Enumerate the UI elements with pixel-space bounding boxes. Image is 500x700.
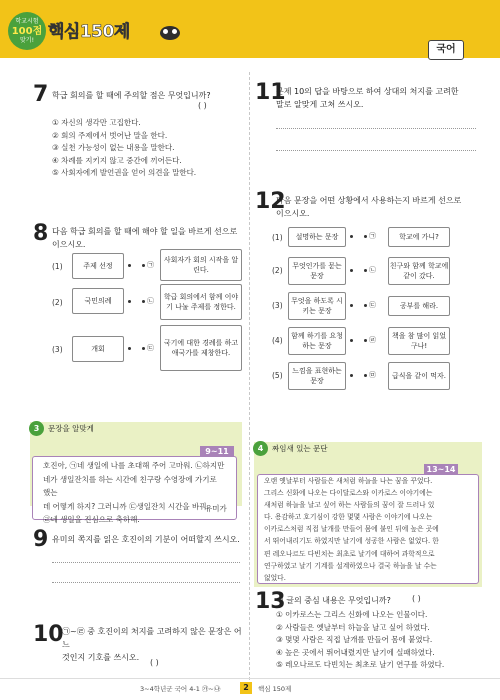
passage-line: 네가 생일잔치를 하는 시간에 친구랑 수영장에 가기로 했는 — [43, 474, 217, 497]
q8-row-num: (3) — [52, 345, 63, 354]
q8-row-num: (1) — [52, 262, 63, 271]
q10-text-line1: ㉠~㉣ 중 호진이의 처지를 고려하지 않은 문장은 어느 — [62, 627, 242, 649]
passage-line: 새처럼 하늘을 날고 싶어 하는 사람들의 꿈이 잘 드러나 있 — [264, 501, 435, 510]
q7-option[interactable]: ⑤ 사회자에게 발언권을 얻어 의견을 말한다. — [52, 168, 197, 177]
q7-option[interactable]: ② 회의 주제에서 벗어난 말을 한다. — [52, 130, 168, 140]
q12-text-line2: 이으시오. — [276, 209, 310, 218]
section4-header — [254, 442, 482, 455]
section3-tag: 9~11 — [200, 446, 234, 458]
footer-divider — [0, 678, 500, 679]
passage-line: 호진아, ㉠네 생일에 나를 초대해 주어 고마워. ㉡하지만 — [43, 461, 225, 470]
q7-option[interactable]: ④ 차례를 지키지 않고 중간에 끼어든다. — [52, 155, 182, 165]
q12-right-dot[interactable] — [364, 339, 367, 342]
badge-line2: 100점 — [11, 25, 43, 37]
q12-right-dot[interactable] — [364, 374, 367, 377]
q11-text-line2: 말로 알맞게 고쳐 쓰시오. — [276, 100, 364, 109]
section3-header — [30, 422, 242, 435]
q12-left-box[interactable]: 무엇을 하도록 시키는 문장 — [288, 292, 346, 320]
q8-left-box[interactable]: 주제 선정 — [72, 253, 124, 279]
passage-line: ㉣네 생일을 진심으로 축하해. — [43, 515, 140, 524]
passage-line: 데 어떻게 하지? 그러니까 ㉢생일잔치 시간을 바꿔. — [43, 501, 209, 511]
q7-text: 학급 회의를 할 때에 주의할 점은 무엇입니까? — [52, 91, 211, 100]
q13-answer-paren[interactable]: ( ) — [412, 594, 421, 603]
q10-answer-paren[interactable]: ( ) — [150, 658, 159, 667]
q8-row-num: (2) — [52, 298, 63, 307]
q12-right-box[interactable]: 친구와 함께 학교에 같이 갔다. — [388, 257, 450, 285]
mascot-icon — [160, 26, 180, 40]
passage-line: 다. 용감하고 호기심이 강한 몇몇 사람은 이야기에 나오는 — [264, 513, 433, 522]
q8-left-dot[interactable] — [128, 347, 131, 350]
page-title: 핵심150제 — [48, 22, 130, 42]
q12-left-dot[interactable] — [350, 339, 353, 342]
q7-option[interactable]: ① 자신의 생각만 고집한다. — [52, 118, 141, 127]
q13-options — [276, 609, 486, 672]
q8-circ-label: ㉢ — [147, 344, 154, 352]
q8-right-box[interactable]: 사회자가 회의 시작을 알린다. — [160, 249, 242, 281]
section3-label: 문장을 알맞게 — [48, 424, 94, 433]
section4-label: 짜임새 있는 문단 — [272, 444, 328, 453]
q12-right-box[interactable]: 학교에 가니? — [388, 227, 450, 247]
q8-left-text: 국민의례 — [84, 297, 112, 305]
q8-left-box[interactable] — [72, 288, 124, 314]
q12-left-box[interactable]: 함께 하기를 요청하는 문장 — [288, 327, 346, 355]
q9-number: 9 — [33, 527, 49, 552]
q10-text-line2: 것인지 기호를 쓰시오. — [62, 653, 140, 662]
q8-left-box[interactable]: 개회 — [72, 336, 124, 362]
section3-signature: 유미가 — [205, 504, 227, 513]
badge-line1: 학교시험 — [15, 17, 39, 25]
q12-right-dot[interactable] — [364, 269, 367, 272]
passage-line: 이카로스처럼 직접 날개를 만들어 몸에 붙인 뒤에 높은 곳에 — [264, 525, 439, 534]
q12-row-num: (5) — [272, 371, 283, 380]
q12-right-box[interactable]: 공부를 해라. — [388, 296, 450, 316]
q11-text — [276, 85, 481, 111]
q12-circ-label: ㉠ — [369, 232, 376, 240]
q11-answer-line[interactable] — [276, 128, 476, 129]
section4-passage — [257, 474, 479, 584]
q9-answer-line[interactable] — [52, 562, 240, 563]
q13-option[interactable]: ① 이카로스는 그리스 신화에 나오는 인물이다. — [276, 610, 428, 619]
section4-tag: 13~14 — [424, 464, 458, 476]
passage-line: 그리스 신화에 나오는 다이달로스와 이카로스 이야기에는 — [264, 489, 433, 498]
q8-circ-label: ㉠ — [147, 261, 154, 269]
q13-option[interactable]: ② 사람들은 옛날부터 하늘을 날고 싶어 하였다. — [276, 622, 430, 632]
q7-answer-paren[interactable]: ( ) — [198, 101, 207, 110]
passage-line: 오랜 옛날부터 사람들은 새처럼 하늘을 나는 꿈을 꾸었다. — [264, 477, 433, 485]
section4-number: 4 — [253, 441, 268, 456]
q11-text-line1: 문제 10의 답을 바탕으로 하여 상대의 처지를 고려한 — [276, 87, 459, 96]
q8-text-line1: 다음 학급 회의를 할 때에 해야 할 일을 바르게 선으로 — [52, 227, 238, 236]
q13-number: 13 — [255, 589, 286, 614]
q11-number: 11 — [255, 80, 286, 105]
q12-left-dot[interactable] — [350, 235, 353, 238]
q9-text: 유미의 쪽지를 읽은 호진이의 기분이 어떠할지 쓰시오. — [52, 535, 240, 544]
q7-number: 7 — [33, 82, 49, 107]
q13-text: 이 글의 중심 내용은 무엇입니까? — [276, 596, 391, 605]
q12-circ-label: ㉣ — [369, 336, 376, 344]
q13-option[interactable]: ③ 몇몇 사람은 직접 날개를 만들어 몸에 붙였다. — [276, 635, 433, 644]
page-number: 2 — [240, 682, 252, 694]
q8-right-dot[interactable] — [142, 347, 145, 350]
q12-circ-label: ㉢ — [369, 301, 376, 309]
q7-options — [52, 117, 242, 180]
footer-left: 3~4학년군 국어 4-1 ㉮~㉯ — [140, 685, 221, 693]
q12-left-box[interactable]: 느낌을 표현하는 문장 — [288, 362, 346, 390]
q8-number: 8 — [33, 221, 49, 246]
q12-left-dot[interactable] — [350, 304, 353, 307]
q12-row-num: (4) — [272, 336, 283, 345]
q7-option[interactable]: ③ 실천 가능성이 없는 내용을 말한다. — [52, 143, 175, 152]
section3-number: 3 — [29, 421, 44, 436]
q8-right-box[interactable]: 학급 회의에서 함께 이야기 나눌 주제를 정한다. — [160, 284, 242, 320]
q10-number: 10 — [33, 622, 64, 647]
q12-row-num: (2) — [272, 266, 283, 275]
q12-right-dot[interactable] — [364, 304, 367, 307]
q12-left-box[interactable]: 무엇인가를 묻는 문장 — [288, 257, 346, 285]
passage-line: 없었다. — [264, 573, 286, 582]
q9-answer-line[interactable] — [52, 582, 240, 583]
passage-line: 연구하였고 날기 기계를 설계하였으나 결국 하늘을 날 수는 — [264, 561, 437, 570]
q12-text — [276, 194, 481, 220]
passage-line: 서 뛰어내리기도 하였지만 날기에 성공한 사람은 없었다. 한 — [264, 537, 439, 546]
subject-tab: 국어 — [428, 40, 464, 60]
q12-circ-label: ㉡ — [369, 266, 376, 274]
q8-right-box[interactable]: 국기에 대한 경례를 하고 애국가를 제창한다. — [160, 325, 242, 371]
passage-line: 편 레오나르도 다빈치는 최초로 날기에 대하여 과학적으로 — [264, 549, 435, 558]
q8-left-dot[interactable] — [128, 264, 131, 267]
q8-text — [52, 225, 247, 251]
q12-left-dot[interactable] — [350, 269, 353, 272]
q11-answer-line[interactable] — [276, 150, 476, 151]
footer-right: 핵심 150제 — [258, 685, 292, 693]
header-badge — [8, 12, 46, 50]
q12-row-num: (3) — [272, 301, 283, 310]
q13-option[interactable]: ⑤ 레오나르도 다빈치는 최초로 날기 연구를 하였다. — [276, 660, 445, 669]
q8-left-dot[interactable] — [128, 300, 131, 303]
q8-circ-label: ㉡ — [147, 297, 154, 305]
q12-number: 12 — [255, 189, 286, 214]
q12-right-dot[interactable] — [364, 235, 367, 238]
q12-right-box[interactable]: 책을 참 많이 읽었구나! — [388, 327, 450, 355]
badge-line3: 맞기! — [20, 36, 34, 44]
q8-right-dot[interactable] — [142, 300, 145, 303]
q8-right-dot[interactable] — [142, 264, 145, 267]
q12-row-num: (1) — [272, 233, 283, 242]
q12-text-line1: 다음 문장을 어떤 상황에서 사용하는지 바르게 선으로 — [276, 196, 462, 205]
q8-text-line2: 이으시오. — [52, 240, 86, 249]
q12-left-dot[interactable] — [350, 374, 353, 377]
q12-right-box[interactable]: 급식을 같이 먹자. — [388, 362, 450, 390]
q12-left-box[interactable]: 설명하는 문장 — [288, 227, 346, 247]
q13-option[interactable]: ④ 높은 곳에서 뛰어내렸지만 날기에 실패하였다. — [276, 647, 435, 657]
column-divider — [249, 72, 250, 680]
q12-circ-label: ㉤ — [369, 371, 376, 379]
